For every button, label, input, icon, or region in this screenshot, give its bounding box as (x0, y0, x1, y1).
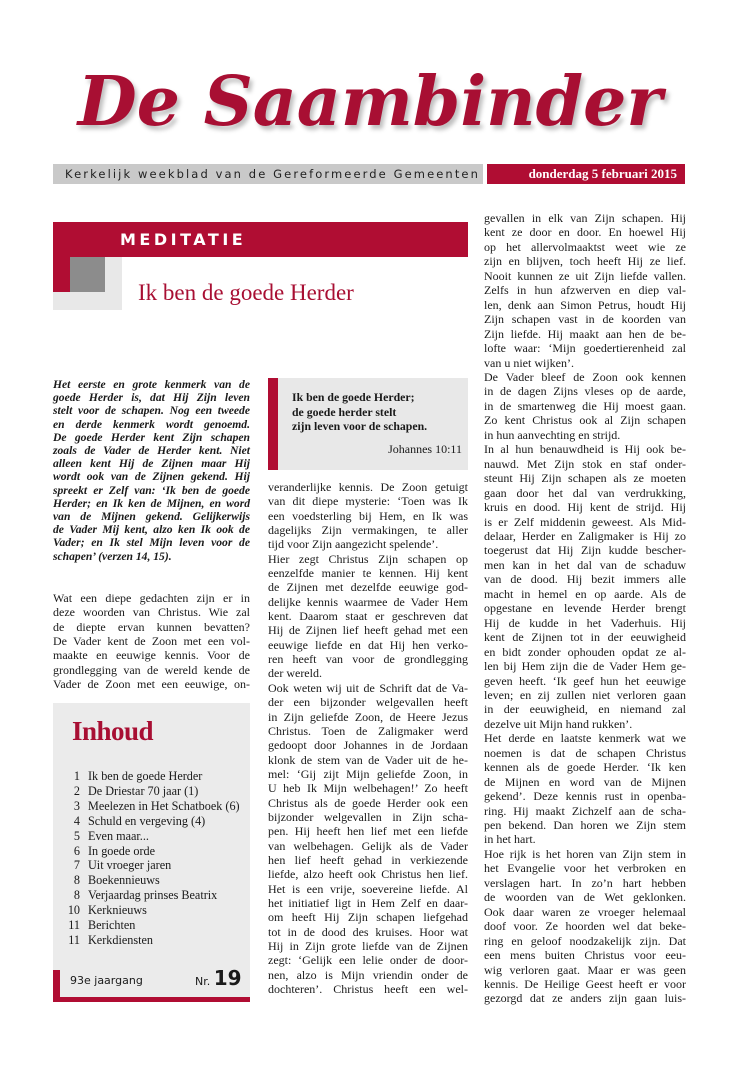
text-line: Christus als de goede Herder ook een (268, 795, 468, 810)
text-line: Wat een diepe gedachten zijn er in (53, 591, 250, 605)
toc-page-number: 3 (73, 798, 80, 813)
text-line: van de dood. Hij bezit immers alle (484, 572, 686, 587)
text-line: mel: ‘Gij zijt Mijn geliefde Zoon, in (268, 766, 468, 781)
toc-page-number: 11 (68, 918, 80, 933)
text-line: het initiatief ligt in Hem Zelf en daar- (268, 895, 468, 910)
quote-line: zijn leven voor de schapen. (292, 419, 428, 433)
toc-page-number: 7 (73, 858, 80, 873)
text-line: Zelfs in hun afzwerven en diep val- (484, 283, 686, 298)
text-line: bijzonder welgevallen in Zijn scha- (268, 809, 468, 824)
text-line: zegt: ‘Gelijk een lelie onder de door- (268, 953, 468, 968)
issue-number-value: 19 (213, 966, 242, 990)
text-line: Ook weten wij uit de Schrift dat de Va- (268, 680, 468, 695)
text-line: doof voor. Ze hoorden wel dat beke- (484, 919, 686, 934)
text-line: Het derde en laatste kenmerk wat we (484, 731, 686, 746)
toc-item[interactable] (60, 918, 250, 933)
text-line: Hoe rijk is het horen van Zijn stem in (484, 846, 686, 861)
text-line: toegerust dat Hij Zijn kudde bescher- (484, 543, 686, 558)
toc-page-number: 11 (68, 932, 80, 947)
text-line: ring. Hij maakt Zichzelf aan de scha- (484, 803, 686, 818)
text-line: in der eeuwigheid, en niemand zal (484, 702, 686, 717)
text-line: liefde, alzo heeft ook Christus hen lief. (268, 867, 468, 882)
text-line: deze woorden van Christus. Wie zal (53, 605, 250, 620)
text-line: schapen’ (verzen 14, 15). (53, 549, 172, 563)
text-line: grondlegging van de wereld kende de (53, 662, 250, 677)
issue-prefix: Nr. (195, 975, 211, 988)
text-line: zoals de Vader de Herder kent. Niet (53, 444, 250, 458)
text-line: goede Herder is, dat Hij Zijn leven (53, 391, 250, 405)
text-line: van dit diepe mysterie: ‘Toen was Ik (268, 494, 468, 509)
text-line: pen. Hij heeft hen lief met een liefde (268, 824, 468, 839)
text-line: gevallen in elk van Zijn schapen. Hij (484, 211, 686, 225)
issue-date: donderdag 5 februari 2015 (487, 164, 685, 184)
text-line: dagelijks Zijn vermakingen, te aller (268, 523, 468, 538)
toc-page-number: 2 (73, 783, 80, 798)
pull-quote-text (292, 390, 427, 434)
text-line: U heb Ik Mijn welbehagen!’ Zo heeft (268, 781, 468, 796)
column-2-body (268, 480, 468, 996)
toc-title: Inhoud (72, 716, 154, 746)
toc-page-number: 8 (73, 888, 80, 903)
article-title: Ik ben de goede Herder (138, 280, 354, 305)
text-line: kent ze door en door. En hoewel Hij (484, 225, 686, 240)
text-line: kent. Daarom staat er geschreven dat (268, 609, 468, 624)
text-line: nen, alzo is Mijn vriendin onder de (268, 967, 468, 982)
text-line: Ook daar waren ze vroeger helemaal (484, 904, 686, 919)
text-line: de Mijnen en word van de Mijnen (484, 774, 686, 789)
decorative-square-red (53, 257, 70, 292)
text-line: het Evangelie voor het verbroken en (484, 861, 686, 876)
text-line: Zo kent Christus ook al Zijn schapen (484, 413, 686, 428)
text-line: eenzelfde manier te kennen. Hij kent (268, 566, 468, 581)
toc-page-number: 6 (73, 843, 80, 858)
intro-text (53, 378, 250, 563)
text-line: de woorden van de Wet geklonken. (484, 890, 686, 905)
toc-item[interactable] (60, 888, 250, 903)
text-line: gedoopt door Johannes in de Jordaan (268, 738, 468, 753)
text-line: De Vader kent de Zoon met een vol- (53, 634, 250, 649)
toc-item-label: Schuld en vergeving (4) (88, 813, 206, 828)
text-line: steunt Hij Zijn schapen als ze moeten (484, 471, 686, 486)
text-line: van de Mijnen gekend. Gelijkerwijs (53, 510, 250, 524)
text-line: Vader de Zoon met een eeuwige, on- (53, 677, 250, 692)
text-line: delijke kennis waarmee de Vader Hem (268, 594, 468, 609)
text-line: van welbehagen. Gelijk als de Vader (268, 838, 468, 853)
text-line: spreekt er Zelf van: ‘Ik ben de goede (53, 483, 250, 497)
text-line: men kan in het dal van de schaduw (484, 557, 686, 572)
text-line: van u niet wijken’. (484, 355, 574, 370)
text-line: lofte waar: ‘Mijn goedertierenheid zal (484, 341, 686, 356)
text-line: hen lief heeft gehad in verkiezende (268, 852, 468, 867)
toc-page-number: 8 (73, 873, 80, 888)
text-line: Zijn liefde. Hij maakt aan hen de be- (484, 326, 686, 341)
toc-item[interactable] (60, 829, 250, 844)
text-line: wordt ook van de Zijnen gekend. Hij (53, 470, 250, 484)
text-line: alleen kent Hij de Zijnen maar Hij (53, 457, 250, 471)
text-line: veranderlijke kennis. De Zoon getuigt (268, 480, 468, 494)
text-line: Hij de Zijnen lief heeft gehad met een (268, 623, 468, 638)
text-line: kruis en dood. Hij kent de strijd. Hij (484, 500, 686, 515)
toc-page-number: 1 (73, 769, 80, 783)
toc-page-number: 10 (67, 903, 80, 918)
toc-item[interactable] (60, 799, 250, 814)
text-line: macht in hemel en op aarde. Als de (484, 586, 686, 601)
text-line: wig verloren gaat. Maar er was geen (484, 962, 686, 977)
text-line: verslagen hart. In zo’n hart hebben (484, 875, 686, 890)
toc-item[interactable] (60, 858, 250, 873)
text-line: eeuwige liefde en dat Hij hen verko- (268, 637, 468, 652)
issue-number (195, 966, 242, 990)
text-line: in het hart. (484, 832, 536, 847)
text-line: leven; en zij zullen niet verloren gaan (484, 687, 686, 702)
text-line: en derde kenmerk wordt genoemd. (53, 417, 250, 431)
text-line: noemen is dat de schapen Christus (484, 745, 686, 760)
text-line: Hij de kudde in het Vaderhuis. Hij (484, 615, 686, 630)
volume-label: 93e jaargang (70, 974, 143, 987)
toc-item-label: Uit vroeger jaren (88, 858, 172, 873)
text-line: len bij Hem zijn die de Vader Hem ge- (484, 659, 686, 674)
text-line: pen bekend. Dan horen we Zijn stem (484, 818, 686, 833)
pull-quote-reference: Johannes 10:11 (388, 442, 462, 456)
text-line: in de dagen Zijns vleses op de aarde, (484, 384, 686, 399)
text-line: In al hun benauwdheid is Hij ook be- (484, 442, 686, 457)
text-line: Vader; en Ik stel Mijn leven voor de (53, 536, 250, 550)
text-line: delaar, Herder en Zaligmaker is Hij zo (484, 528, 686, 543)
text-line: gekend’. Deze kennis rust in openba- (484, 789, 686, 804)
toc-item[interactable] (60, 873, 250, 888)
text-line: de Vader Mij kent, alzo ken Ik ook de (53, 523, 250, 537)
toc-footer-rule (53, 997, 250, 1002)
text-line: zijn en blijven, toch heeft Hij ze lief. (484, 254, 686, 269)
text-line: een mens buiten Christus voor eeu- (484, 948, 686, 963)
text-line: tot in de dood des kruises. Hoor wat (268, 924, 468, 939)
text-line: Hij in Zijn grote liefde van de Zijnen (268, 939, 468, 953)
text-line: klonk de stem van de Vader uit de he- (268, 752, 468, 767)
quote-line: Ik ben de goede Herder; (292, 390, 415, 404)
text-line: nauwd. Met Zijn stok en staf onder- (484, 456, 686, 471)
text-line: de Zijnen met dezelfde eeuwige god- (268, 580, 468, 595)
text-line: om heeft Hij Zijn schapen liefgehad (268, 910, 468, 925)
toc-item-label: Verjaardag prinses Beatrix (88, 888, 218, 903)
text-line: Nooit kunnen ze uit Zijn liefde vallen. (484, 268, 686, 283)
text-line: Christus. Toen de Zaligmaker werd (268, 723, 468, 738)
text-line: in Zijn geliefde Zoon, de Heere Jezus (268, 709, 468, 724)
toc-item-label: Meelezen in Het Schatboek (6) (88, 798, 240, 813)
text-line: dezelve uit Mijn hand rukken’. (484, 716, 633, 731)
text-line: gezorgd dat ze anders zijn gaan luis- (484, 991, 686, 1006)
pull-quote-accent (268, 378, 278, 470)
toc-list (60, 769, 250, 948)
text-line: gaan door het dal van verdrukking, (484, 485, 686, 500)
toc-item[interactable] (60, 784, 250, 799)
text-line: kent de Zijnen tot in der eeuwigheid (484, 630, 686, 645)
toc-item-label: Berichten (88, 918, 136, 933)
text-line: maakte en eeuwige kennis. Voor de (53, 648, 250, 663)
text-line: kennis. De Heilige Geest heeft er voor (484, 977, 686, 992)
tagline: Kerkelijk weekblad van de Gereformeerde Gemeenten (53, 164, 483, 184)
text-line: opgestane en levende Herder brengt (484, 601, 686, 616)
toc-item-label: Boekennieuws (88, 873, 160, 888)
masthead-logo: De Saambinder (77, 62, 663, 142)
text-line: Zijn schapen vast in de koorden van (484, 312, 686, 327)
toc-item[interactable] (60, 933, 250, 948)
text-line: geven heeft. ‘Ik geef hun het eeuwige (484, 673, 686, 688)
text-line: tijd voor Zijn aangezicht spelende’. (268, 537, 439, 552)
text-line: kennen als de goede Herder. ‘Ik ken (484, 760, 686, 775)
toc-page-number: 4 (73, 813, 80, 828)
text-line: in de smartenweg die Hij moest gaan. (484, 398, 686, 413)
text-line: Herder; en Ik ken de Mijnen, en word (53, 496, 250, 510)
text-line: Het is een vrije, soevereine liefde. Al (268, 881, 468, 896)
toc-item-label: Ik ben de goede Herder (88, 769, 203, 783)
toc-item-label: De Driestar 70 jaar (1) (88, 783, 199, 798)
text-line: De goede Herder kent Zijn schapen (53, 430, 250, 444)
text-line: Hier zegt Christus Zijn schapen op (268, 551, 468, 566)
text-line: ren heeft van voor de grondlegging (268, 652, 468, 667)
toc-item-label: Kerkdiensten (88, 932, 153, 947)
column-3-body (484, 211, 686, 1006)
text-line: in hun aanvechting en strijd. (484, 427, 621, 442)
text-line: stelt voor de schapen. Nog een tweede (53, 404, 250, 418)
text-line: op het allervolmaaktst weet wie ze (484, 239, 686, 254)
text-line: Het eerste en grote kenmerk van de (53, 378, 250, 391)
toc-item[interactable] (60, 814, 250, 829)
toc-item[interactable] (60, 903, 250, 918)
text-line: der een bijzonder welgevallen heeft (268, 695, 468, 710)
toc-item[interactable] (60, 844, 250, 859)
decorative-square-gray (70, 257, 105, 292)
toc-item-label: In goede orde (88, 843, 156, 858)
section-label: MEDITATIE (120, 230, 247, 249)
text-line: der wereld. (268, 666, 322, 681)
toc-item-label: Kerknieuws (88, 903, 147, 918)
column-1-body (53, 591, 250, 691)
toc-item-label: Even maar... (88, 828, 149, 843)
text-line: len, denk aan Simon Petrus, houdt Hij (484, 297, 686, 312)
text-line: en bidt zonder ophouden opdat ze al- (484, 644, 686, 659)
toc-page-number: 5 (73, 828, 80, 843)
text-line: ring en geloof noodzakelijk zijn. Dat (484, 933, 686, 948)
text-line: dochteren’. Christus heeft een wel- (268, 982, 468, 997)
text-line: De Vader bleef de Zoon ook kennen (484, 369, 686, 384)
text-line: de diepte ervan kunnen bevatten? (53, 619, 250, 634)
text-line: is er Zelf middenin geweest. Als Mid- (484, 514, 686, 529)
text-line: een voedsterling bij Hem, en Ik was (268, 508, 468, 523)
section-header-bar (53, 222, 468, 257)
quote-line: de goede herder stelt (292, 404, 397, 419)
toc-item[interactable] (60, 769, 250, 784)
